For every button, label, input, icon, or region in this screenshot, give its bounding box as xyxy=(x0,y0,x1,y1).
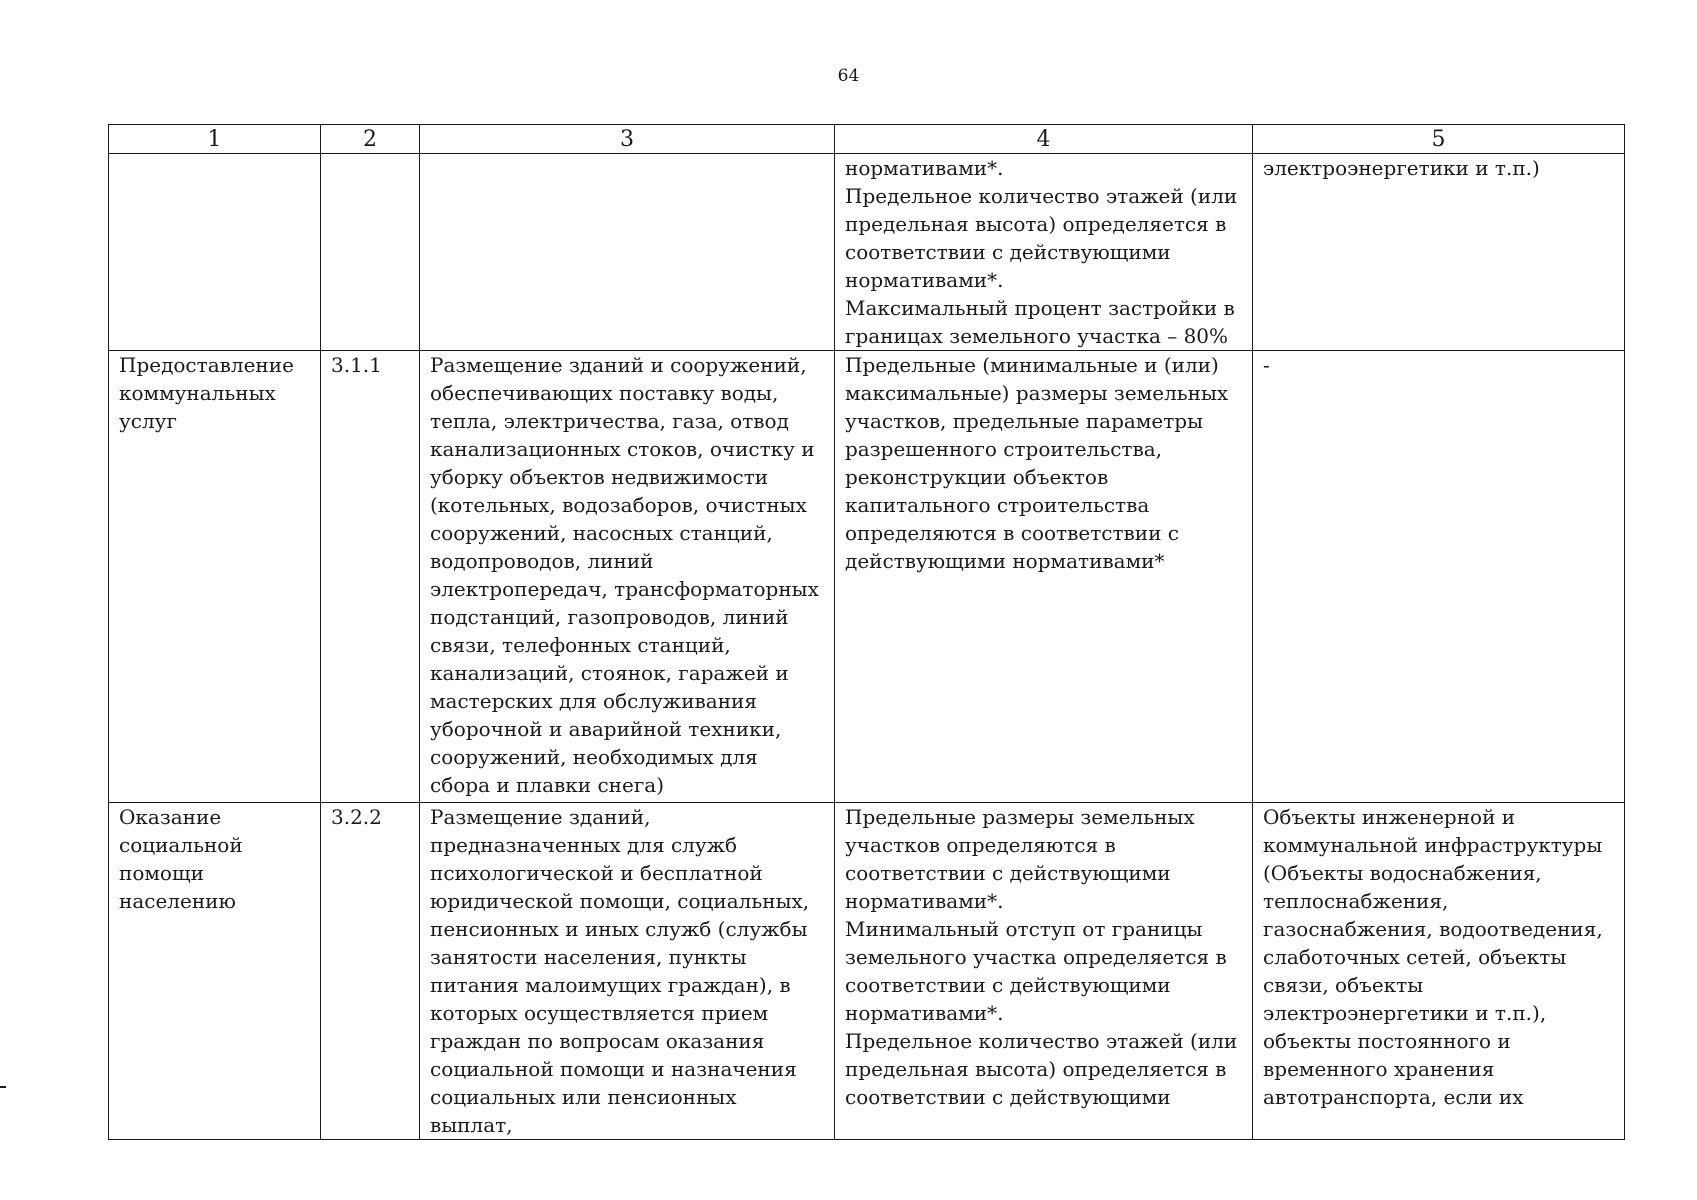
cell-code: 3.1.1 xyxy=(321,351,420,803)
page-number: 64 xyxy=(837,66,860,86)
column-header-2: 2 xyxy=(321,125,420,154)
cell-description: Размещение зданий и сооружений, обеспечивающих поставку воды, тепла, электричества, газа, отвод канализационных стоков, очистку и уборку объектов недвижимости (котельных, водозаборов, очистных сооружений, насосных станций, водопроводов, линий электропередач, трансформаторных подстанций, газопроводов, линий связи, телефонных станций, канализаций, стоянок, гаражей и мастерских для обслуживания уборочной и аварийной техники, сооружений, необходимых для сбора и плавки снега) xyxy=(420,351,835,803)
cell-code: 3.2.2 xyxy=(321,803,420,1140)
land-use-table xyxy=(108,124,1625,1140)
table-row xyxy=(109,351,1625,803)
cell-code xyxy=(321,154,420,351)
cell-parameters: нормативами*. Предельное количество этажей (или предельная высота) определяется в соответствии с действующими нормативами*. Максимальный процент застройки в границах земельного участка – 80% xyxy=(835,154,1253,351)
table-header-row xyxy=(109,125,1625,154)
cell-parameters: Предельные размеры земельных участков определяются в соответствии с действующими нормативами*. Минимальный отступ от границы земельного участка определяется в соответствии с действующими нормативами*. Предельное количество этажей (или предельная высота) определяется в соответствии с действующими xyxy=(835,803,1253,1140)
column-header-4: 4 xyxy=(835,125,1253,154)
cell-objects: электроэнергетики и т.п.) xyxy=(1253,154,1625,351)
cell-description xyxy=(420,154,835,351)
column-header-3: 3 xyxy=(420,125,835,154)
column-header-1: 1 xyxy=(109,125,321,154)
cell-name xyxy=(109,154,321,351)
margin-mark xyxy=(0,1086,6,1088)
cell-name: Оказание социальной помощи населению xyxy=(109,803,321,1140)
cell-name: Предоставление коммунальных услуг xyxy=(109,351,321,803)
cell-objects: Объекты инженерной и коммунальной инфраструктуры (Объекты водоснабжения, теплоснабжения, газоснабжения, водоотведения, слаботочных сетей, объекты связи, объекты электроэнергетики и т.п.), объекты постоянного и временного хранения автотранспорта, если их xyxy=(1253,803,1625,1140)
cell-parameters: Предельные (минимальные и (или) максимальные) размеры земельных участков, предельные параметры разрешенного строительства, реконструкции объектов капитального строительства определяются в соответствии с действующими нормативами* xyxy=(835,351,1253,803)
cell-description: Размещение зданий, предназначенных для служб психологической и бесплатной юридической помощи, социальных, пенсионных и иных служб (службы занятости населения, пункты питания малоимущих граждан), в которых осуществляется прием граждан по вопросам оказания социальной помощи и назначения социальных или пенсионных выплат, xyxy=(420,803,835,1140)
column-header-5: 5 xyxy=(1253,125,1625,154)
table-row xyxy=(109,154,1625,351)
cell-objects: - xyxy=(1253,351,1625,803)
table-row xyxy=(109,803,1625,1140)
